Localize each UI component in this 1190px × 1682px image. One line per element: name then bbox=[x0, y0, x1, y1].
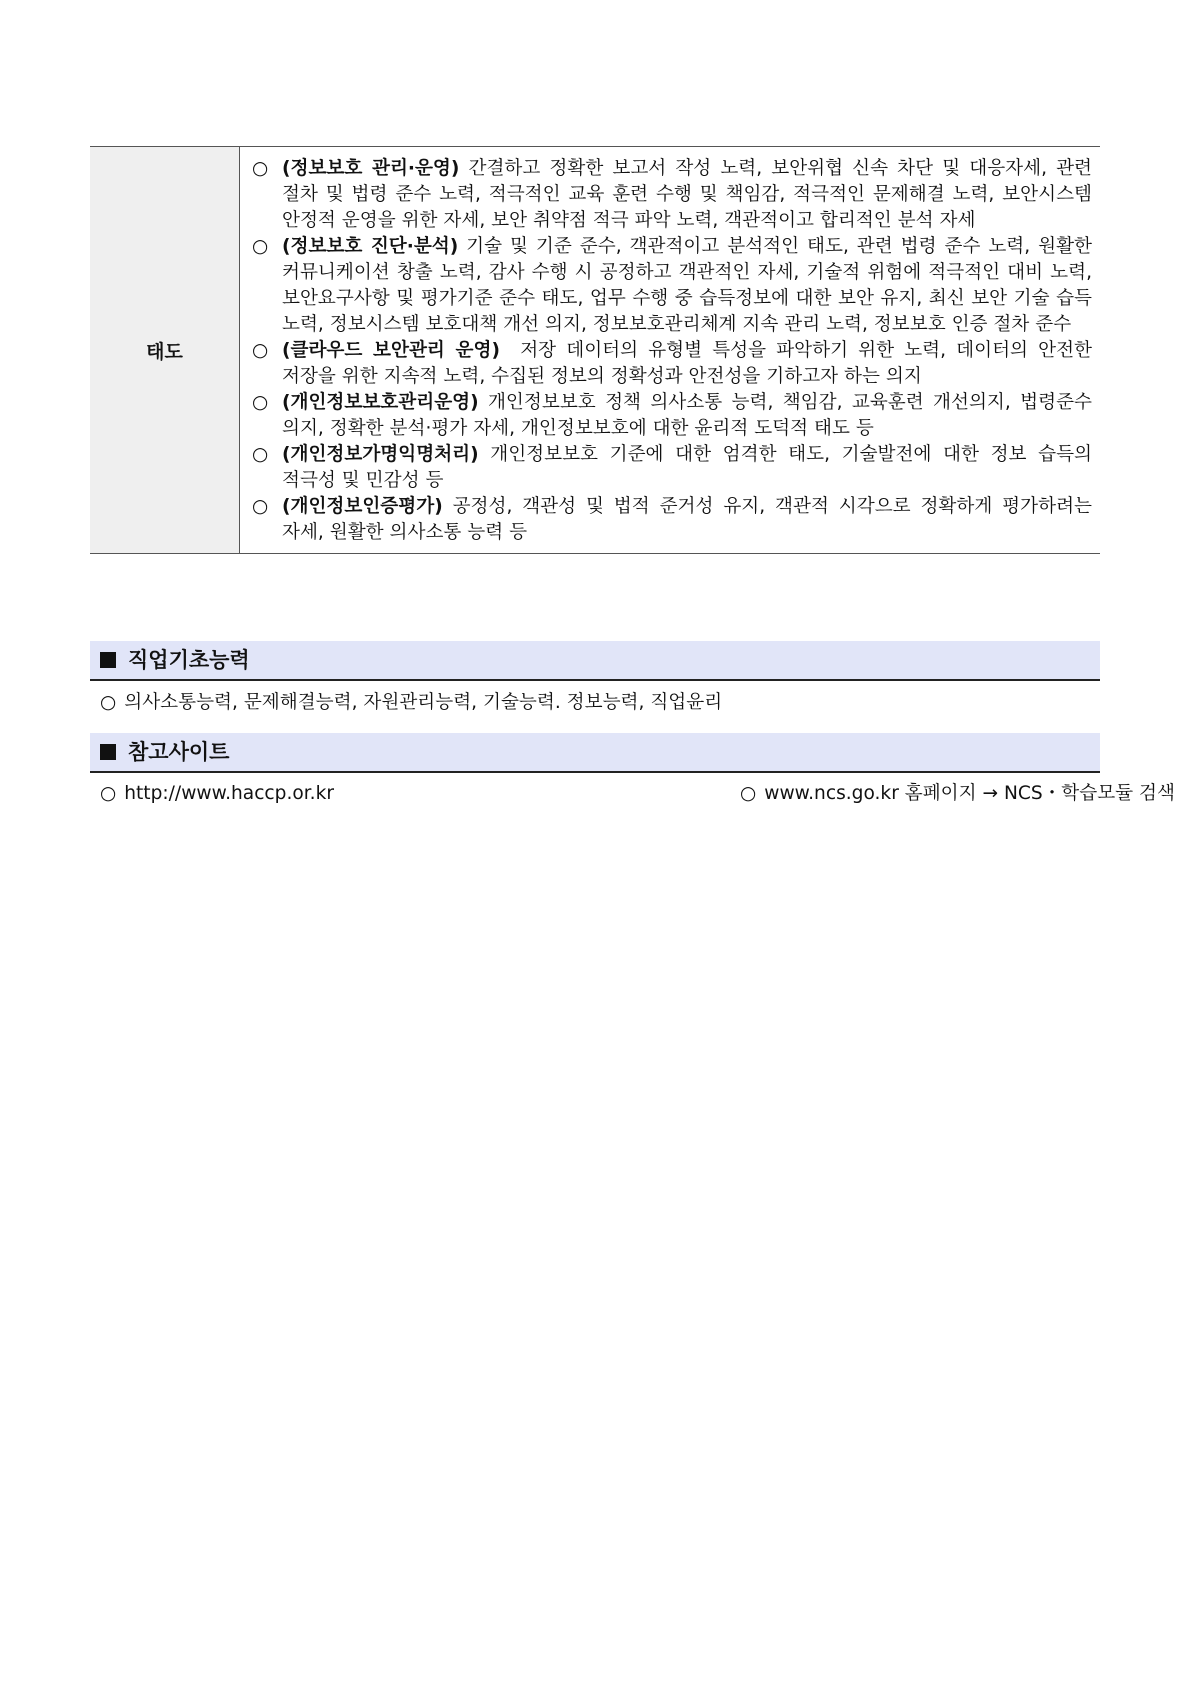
circle-bullet-icon: ○ bbox=[100, 783, 117, 804]
item-text: 기술 및 기준 준수, 객관적이고 분석적인 태도, 관련 법령 준수 노력, 원활한 커뮤니케이션 창출 노력, 감사 수행 시 공정하고 객관적인 자세, 기술적 위험에 적극적인 대비 노력, 보안요구사항 및 평가기준 준수 태도, 업무 수행 중 습득정보에 대한 보안 유지, 최신 보안 기술 습득 노력, 정보시스템 보호대책 개선 의지, 정보보호관리체계 지속 관리 노력, 정보보호 인증 절차 준수 bbox=[282, 236, 1092, 335]
circle-bullet-icon: ○ bbox=[252, 496, 269, 517]
square-bullet-icon bbox=[100, 652, 116, 668]
circle-bullet-icon: ○ bbox=[252, 236, 269, 257]
attitude-item bbox=[248, 234, 1092, 338]
square-bullet-icon bbox=[100, 744, 116, 760]
reference-site-right bbox=[730, 781, 1175, 807]
item-title: (정보보호 진단·분석) bbox=[282, 236, 459, 257]
attitude-content bbox=[240, 147, 1101, 554]
reference-site-left bbox=[90, 781, 334, 807]
item-text: 공정성, 객관성 및 법적 준거성 유지, 객관적 시각으로 정확하게 평가하려는 자세, 원활한 의사소통 능력 등 bbox=[282, 496, 1092, 543]
item-title: (정보보호 관리·운영) bbox=[282, 158, 460, 179]
item-text: 개인정보보호 정책 의사소통 능력, 책임감, 교육훈련 개선의지, 법령준수 의지, 정확한 분석·평가 자세, 개인정보보호에 대한 윤리적 도덕적 태도 등 bbox=[282, 392, 1092, 439]
item-title: (개인정보보호관리운영) bbox=[282, 392, 479, 413]
circle-bullet-icon: ○ bbox=[100, 692, 117, 713]
attitude-item bbox=[248, 338, 1098, 390]
haccp-link[interactable]: http://www.haccp.or.kr bbox=[124, 783, 334, 804]
reference-sites-header bbox=[90, 733, 1100, 773]
circle-bullet-icon: ○ bbox=[252, 158, 269, 179]
attitude-table bbox=[90, 146, 1100, 554]
basic-competency-text: 의사소통능력, 문제해결능력, 자원관리능력, 기술능력. 정보능력, 직업윤리 bbox=[124, 692, 723, 713]
ncs-link[interactable]: www.ncs.go.kr 홈페이지 → NCS・학습모듈 검색 bbox=[764, 783, 1175, 804]
item-title: (클라우드 보안관리 운영) bbox=[282, 340, 500, 361]
section-title: 참고사이트 bbox=[128, 740, 230, 764]
item-text: 개인정보보호 기준에 대한 엄격한 태도, 기술발전에 대한 정보 습득의 적극성 및 민감성 등 bbox=[282, 444, 1092, 491]
attitude-item bbox=[248, 442, 1092, 494]
attitude-item bbox=[248, 390, 1092, 442]
circle-bullet-icon: ○ bbox=[252, 392, 269, 413]
item-title: (개인정보인증평가) bbox=[282, 496, 443, 517]
item-title: (개인정보가명익명처리) bbox=[282, 444, 479, 465]
circle-bullet-icon: ○ bbox=[740, 783, 757, 804]
item-text: 간결하고 정확한 보고서 작성 노력, 보안위협 신속 차단 및 대응자세, 관련 절차 및 법령 준수 노력, 적극적인 교육 훈련 수행 및 책임감, 적극적인 문제해결 노력, 보안시스템 안정적 운영을 위한 자세, 보안 취약점 적극 파악 노력, 객관적이고 합리적인 분석 자세 bbox=[282, 158, 1092, 231]
attitude-item bbox=[248, 494, 1092, 546]
basic-competency-line bbox=[90, 690, 1100, 716]
item-text: 저장 데이터의 유형별 특성을 파악하기 위한 노력, 데이터의 안전한 저장을 위한 지속적 노력, 수집된 정보의 정확성과 안전성을 기하고자 하는 의지 bbox=[282, 340, 1098, 387]
reference-sites-line bbox=[90, 781, 1175, 807]
circle-bullet-icon: ○ bbox=[252, 444, 269, 465]
section-title: 직업기초능력 bbox=[128, 648, 250, 672]
attitude-item bbox=[248, 156, 1092, 234]
attitude-label: 태도 bbox=[90, 147, 240, 554]
circle-bullet-icon: ○ bbox=[252, 340, 269, 361]
basic-competency-header bbox=[90, 641, 1100, 681]
